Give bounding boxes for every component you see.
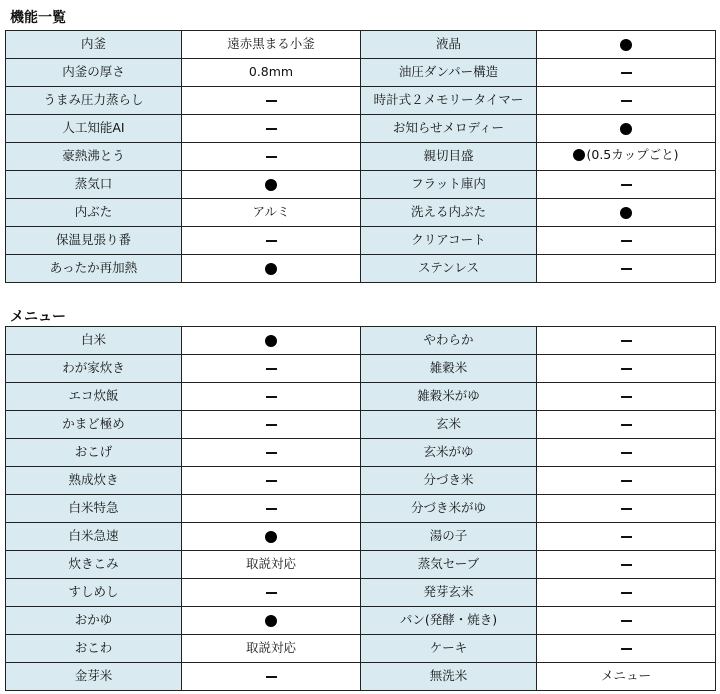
cell-value-text: メニュー <box>600 668 651 684</box>
not-available-dash-icon <box>266 480 277 482</box>
row-label: 親切目盛 <box>361 143 537 171</box>
available-dot-icon <box>265 263 277 275</box>
available-dot-icon <box>265 615 277 627</box>
cell-value-text: 0.8mm <box>248 64 294 80</box>
row-value <box>537 439 716 467</box>
row-value <box>537 523 716 551</box>
row-label: 内釜 <box>6 31 182 59</box>
row-value <box>537 171 716 199</box>
row-value <box>182 551 361 579</box>
row-value <box>182 635 361 663</box>
cell-value-text: 取説対応 <box>245 556 296 572</box>
row-value <box>537 635 716 663</box>
row-label: 雑穀米 <box>361 355 537 383</box>
table-row <box>6 255 716 283</box>
row-value <box>182 87 361 115</box>
row-label: お知らせメロディー <box>361 115 537 143</box>
row-label: わが家炊き <box>6 355 182 383</box>
row-label: 玄米 <box>361 411 537 439</box>
row-value <box>182 31 361 59</box>
table-row <box>6 635 716 663</box>
row-value <box>182 255 361 283</box>
table-row <box>6 327 716 355</box>
row-label: 内釜の厚さ <box>6 59 182 87</box>
menu-table <box>5 326 716 691</box>
row-value <box>182 523 361 551</box>
table-row <box>6 607 716 635</box>
row-label: うまみ圧力蒸らし <box>6 87 182 115</box>
row-label: ケーキ <box>361 635 537 663</box>
row-value <box>182 383 361 411</box>
row-value <box>182 115 361 143</box>
table-row <box>6 495 716 523</box>
row-label: 炊きこみ <box>6 551 182 579</box>
row-label: 保温見張り番 <box>6 227 182 255</box>
table-row <box>6 551 716 579</box>
table-row <box>6 59 716 87</box>
features-section-title: 機能一覧 <box>10 10 66 26</box>
row-label: ステンレス <box>361 255 537 283</box>
row-value <box>182 467 361 495</box>
row-label: 内ぶた <box>6 199 182 227</box>
row-label: 時計式２メモリータイマー <box>361 87 537 115</box>
table-row <box>6 411 716 439</box>
row-value <box>182 199 361 227</box>
row-label: 蒸気セーブ <box>361 551 537 579</box>
row-label: 蒸気口 <box>6 171 182 199</box>
not-available-dash-icon <box>266 396 277 398</box>
row-value <box>182 411 361 439</box>
table-row <box>6 87 716 115</box>
row-label: 油圧ダンパー構造 <box>361 59 537 87</box>
available-dot-icon <box>620 123 632 135</box>
row-label: 雑穀米がゆ <box>361 383 537 411</box>
table-row <box>6 143 716 171</box>
row-value <box>537 115 716 143</box>
not-available-dash-icon <box>266 508 277 510</box>
row-label: 分づき米がゆ <box>361 495 537 523</box>
table-row <box>6 199 716 227</box>
cell-value-text: アルミ <box>252 204 290 220</box>
not-available-dash-icon <box>621 424 632 426</box>
available-dot-icon <box>265 335 277 347</box>
row-label: おかゆ <box>6 607 182 635</box>
row-label: 白米 <box>6 327 182 355</box>
row-label: 分づき米 <box>361 467 537 495</box>
available-dot-icon <box>265 531 277 543</box>
row-value <box>537 607 716 635</box>
not-available-dash-icon <box>621 536 632 538</box>
row-label: クリアコート <box>361 227 537 255</box>
row-value <box>537 663 716 691</box>
not-available-dash-icon <box>621 100 632 102</box>
row-value <box>182 579 361 607</box>
not-available-dash-icon <box>621 452 632 454</box>
not-available-dash-icon <box>621 648 632 650</box>
row-label: 湯の子 <box>361 523 537 551</box>
row-value <box>182 439 361 467</box>
available-dot-icon <box>620 39 632 51</box>
not-available-dash-icon <box>621 184 632 186</box>
row-value <box>537 383 716 411</box>
cell-value-text: 取説対応 <box>245 640 296 656</box>
row-label: 発芽玄米 <box>361 579 537 607</box>
row-value <box>182 227 361 255</box>
not-available-dash-icon <box>621 480 632 482</box>
dot-with-note <box>573 149 678 162</box>
not-available-dash-icon <box>266 128 277 130</box>
not-available-dash-icon <box>266 424 277 426</box>
row-value <box>182 355 361 383</box>
row-label: かまど極め <box>6 411 182 439</box>
row-value <box>537 59 716 87</box>
not-available-dash-icon <box>621 368 632 370</box>
row-value <box>537 355 716 383</box>
row-value <box>537 327 716 355</box>
row-value <box>537 579 716 607</box>
row-value <box>537 227 716 255</box>
not-available-dash-icon <box>266 452 277 454</box>
features-table <box>5 30 716 283</box>
cell-note: (0.5カップごと) <box>586 147 679 163</box>
not-available-dash-icon <box>266 240 277 242</box>
row-value <box>537 143 716 171</box>
not-available-dash-icon <box>621 564 632 566</box>
not-available-dash-icon <box>621 620 632 622</box>
row-value <box>537 467 716 495</box>
row-label: 洗える内ぶた <box>361 199 537 227</box>
not-available-dash-icon <box>621 340 632 342</box>
available-dot-icon <box>620 207 632 219</box>
not-available-dash-icon <box>621 240 632 242</box>
row-label: あったか再加熱 <box>6 255 182 283</box>
row-label: パン(発酵・焼き) <box>361 607 537 635</box>
row-value <box>182 607 361 635</box>
not-available-dash-icon <box>621 592 632 594</box>
row-value <box>182 59 361 87</box>
row-label: 無洗米 <box>361 663 537 691</box>
row-value <box>182 663 361 691</box>
row-value <box>537 87 716 115</box>
row-label: 熟成炊き <box>6 467 182 495</box>
row-label: 豪熱沸とう <box>6 143 182 171</box>
available-dot-icon <box>573 149 585 161</box>
available-dot-icon <box>265 179 277 191</box>
not-available-dash-icon <box>621 268 632 270</box>
table-row <box>6 31 716 59</box>
row-label: おこわ <box>6 635 182 663</box>
table-row <box>6 663 716 691</box>
not-available-dash-icon <box>621 72 632 74</box>
table-row <box>6 227 716 255</box>
row-label: すしめし <box>6 579 182 607</box>
not-available-dash-icon <box>621 396 632 398</box>
not-available-dash-icon <box>621 508 632 510</box>
not-available-dash-icon <box>266 592 277 594</box>
row-value <box>537 495 716 523</box>
table-row <box>6 383 716 411</box>
row-label: 液晶 <box>361 31 537 59</box>
row-label: フラット庫内 <box>361 171 537 199</box>
table-row <box>6 579 716 607</box>
row-value <box>182 495 361 523</box>
row-label: やわらか <box>361 327 537 355</box>
row-value <box>537 411 716 439</box>
row-value <box>182 171 361 199</box>
cell-value-text: 遠赤黒まる小釜 <box>227 36 315 52</box>
row-label: おこげ <box>6 439 182 467</box>
not-available-dash-icon <box>266 368 277 370</box>
row-label: 白米特急 <box>6 495 182 523</box>
row-value <box>537 551 716 579</box>
not-available-dash-icon <box>266 676 277 678</box>
table-row <box>6 115 716 143</box>
row-value <box>182 327 361 355</box>
row-value <box>537 255 716 283</box>
table-row <box>6 467 716 495</box>
table-row <box>6 523 716 551</box>
row-label: 玄米がゆ <box>361 439 537 467</box>
table-row <box>6 355 716 383</box>
row-label: エコ炊飯 <box>6 383 182 411</box>
row-label: 人工知能AI <box>6 115 182 143</box>
table-row <box>6 439 716 467</box>
row-value <box>537 31 716 59</box>
row-value <box>537 199 716 227</box>
menu-section-title: メニュー <box>10 309 66 325</box>
not-available-dash-icon <box>266 100 277 102</box>
not-available-dash-icon <box>266 156 277 158</box>
row-label: 金芽米 <box>6 663 182 691</box>
row-value <box>182 143 361 171</box>
table-row <box>6 171 716 199</box>
row-label: 白米急速 <box>6 523 182 551</box>
